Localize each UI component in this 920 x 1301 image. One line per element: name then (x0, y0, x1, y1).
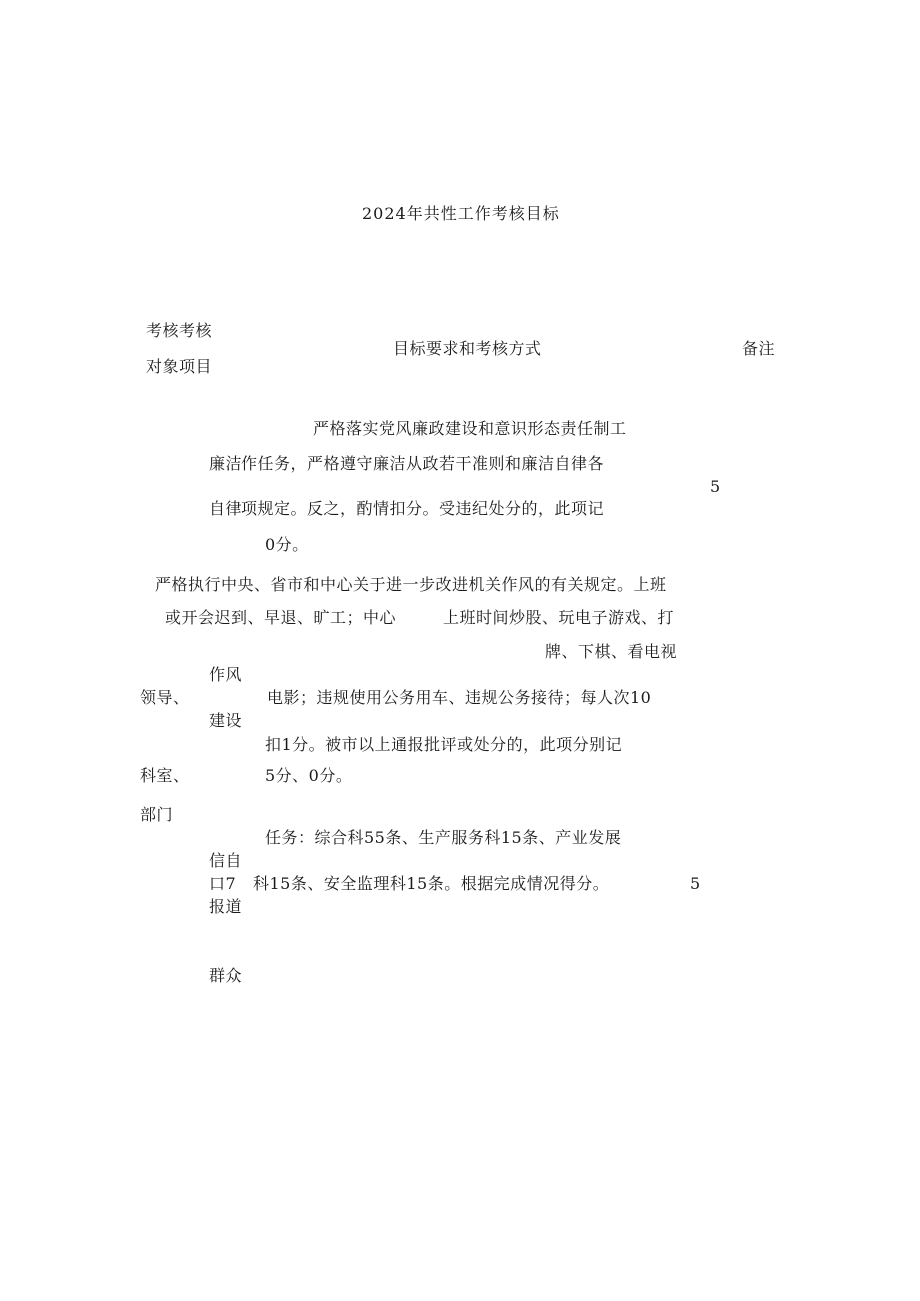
item-xinxi-name-3: 报道 (209, 897, 243, 916)
item-zuofeng-text-line4: 电影；违规使用公务用车、违规公务接待；每人次10 (267, 688, 652, 707)
item-zuofeng-text-line2b: 上班时间炒股、玩电子游戏、打 (443, 608, 675, 627)
item-lianjie-text-line4: 0分。 (265, 535, 309, 554)
item-xinxi-name-2: 口7 (209, 874, 237, 893)
item-xinxi-text-line2: 科15条、安全监理科15条。根据完成情况得分。 (253, 874, 610, 893)
item-xinxi-text-line1: 任务：综合科55条、生产服务科15条、产业发展 (265, 828, 622, 847)
item-zuofeng-text-line3: 牌、下棋、看电视 (545, 642, 678, 661)
item-xinxi-name-1: 信自 (209, 851, 243, 870)
header-remarks: 备注 (742, 339, 776, 358)
item-qunzhong-name: 群众 (209, 966, 243, 985)
item-zuofeng-text-line2a: 或开会迟到、早退、旷工；中心 (165, 608, 397, 627)
item-zuofeng-text-line1: 严格执行中央、省市和中心关于进一步改进机关作风的有关规定。上班 (155, 575, 667, 594)
header-requirements: 目标要求和考核方式 (393, 339, 542, 358)
header-object-item-line2: 对象项目 (146, 357, 213, 376)
item-lianjie-text-line1: 严格落实党风廉政建设和意识形态责任制工 (313, 419, 627, 438)
item-lianjie-score: 5 (710, 477, 721, 496)
item-lianjie-name-1: 廉洁 (209, 454, 243, 473)
item-zuofeng-text-line5: 扣1分。被市以上通报批评或处分的，此项分别记 (265, 735, 623, 754)
object-sections: 科室、 (140, 766, 190, 785)
item-lianjie-text-line2: 作任务，严格遵守廉洁从政若干准则和廉洁自律各 (241, 454, 605, 473)
item-lianjie-text-line3: 项规定。反之，酌情扣分。受违纪处分的，此项记 (241, 499, 605, 518)
item-xinxi-score: 5 (690, 874, 701, 893)
header-object-item-line1: 考核考核 (146, 321, 213, 340)
item-zuofeng-text-line6: 5分、0分。 (265, 766, 353, 785)
object-departments: 部门 (140, 805, 174, 824)
item-lianjie-name-2: 自律 (209, 499, 243, 518)
item-zuofeng-name-2: 建设 (209, 711, 243, 730)
document-title: 2024年共性工作考核目标 (362, 204, 560, 223)
object-leaders: 领导、 (140, 688, 190, 707)
item-zuofeng-name-1: 作风 (209, 665, 243, 684)
